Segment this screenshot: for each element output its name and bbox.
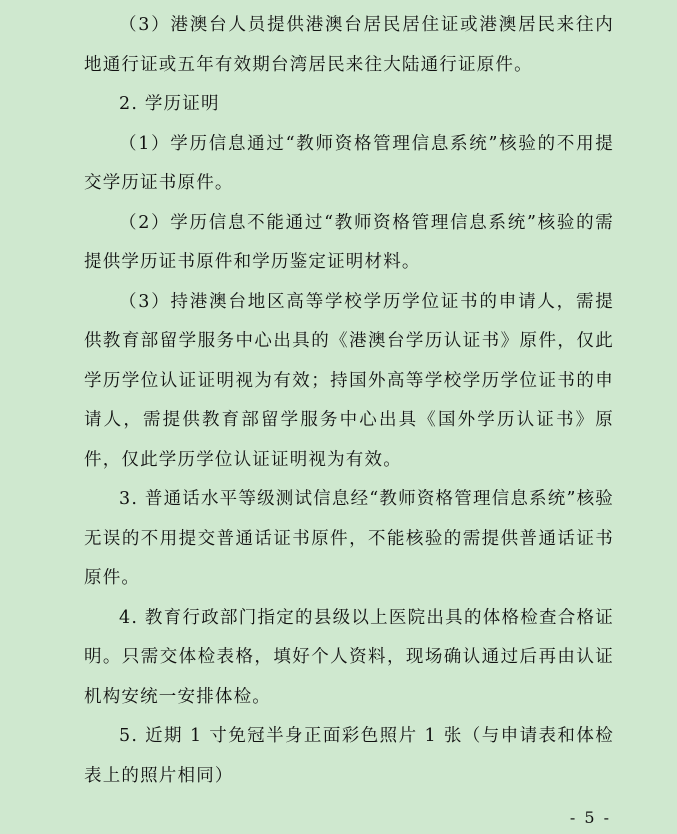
paragraph-hk-macau-taiwan-id: （3）港澳台人员提供港澳台居民居住证或港澳居民来往内地通行证或五年有效期台湾居民来往大陆通行证原件。	[84, 15, 614, 75]
paragraph-medical-exam: 4. 教育行政部门指定的县级以上医院出具的体格检查合格证明。只需交体检表格，填好个人资料，现场确认通过后再由认证机构安统一安排体检。	[84, 607, 614, 707]
paragraph-education-unverified: （2）学历信息不能通过“教师资格管理信息系统”核验的需提供学历证书原件和学历鉴定证明材料。	[84, 212, 614, 272]
document-body	[84, 6, 614, 796]
paragraph-education-verified: （1）学历信息通过“教师资格管理信息系统”核验的不用提交学历证书原件。	[84, 133, 614, 193]
heading-education-certificate: 2. 学历证明	[119, 94, 220, 114]
paragraph-mandarin-test: 3. 普通话水平等级测试信息经“教师资格管理信息系统”核验无误的不用提交普通话证书原件，不能核验的需提供普通话证书原件。	[84, 489, 614, 588]
paragraph-photo: 5. 近期 1 寸免冠半身正面彩色照片 1 张（与申请表和体检表上的照片相同）	[84, 726, 614, 786]
paragraph-overseas-degree: （3）持港澳台地区高等学校学历学位证书的申请人，需提供教育部留学服务中心出具的《港澳台学历认证书》原件，仅此学历学位认证证明视为有效；持国外高等学校学历学位证书的申请人，需提供教育部留学服务中心出具《国外学历认证书》原件，仅此学历学位认证证明视为有效。	[84, 291, 614, 470]
page-number: - 5 -	[569, 808, 611, 827]
